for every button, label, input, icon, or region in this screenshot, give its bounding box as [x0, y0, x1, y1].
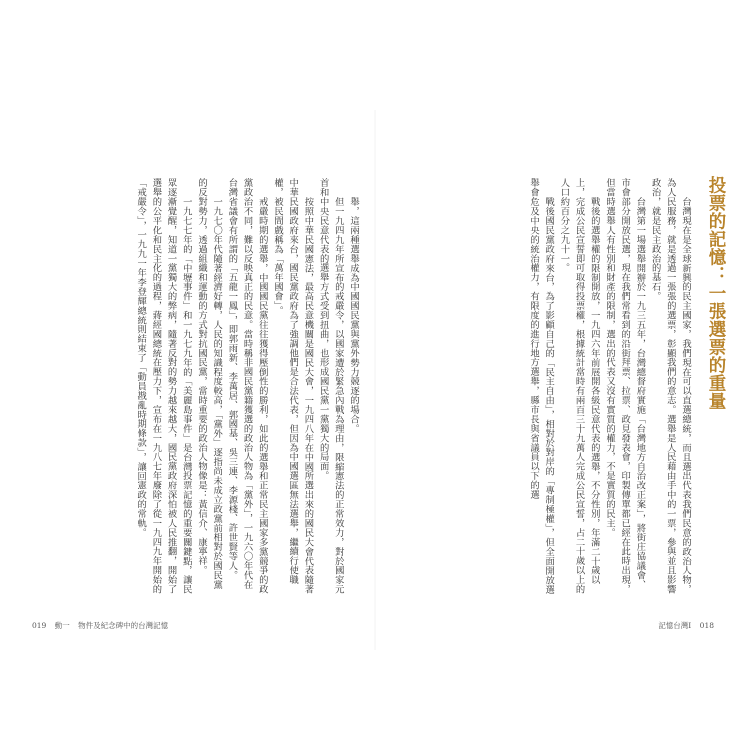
body-paragraph: 一九七〇年代隨著經濟好轉，人民的知識程度較高，「黨外」逐指尚未成立政黨前相對於國民黨的反對勢力，透過組織和運動的方式對抗國民黨，當時重要的政治人物像是：黃信介、康寧祥。 [195, 178, 223, 589]
right-page-number: 018 [699, 621, 714, 630]
body-paragraph: 舉，這兩種選舉成為中國國民黨與黨外勢力競逐的場合。 [348, 196, 359, 433]
right-running-head: 記憶台灣Ⅰ [658, 621, 692, 630]
body-paragraph: 戰後的選舉權的限制開放，一九四六年前展開各級民意代表的選舉，不分性別，年滿二十歲以上，完成公民宣誓即可取得投票權，根據統計當時有兩百三十九萬人完成公民宣誓，占二十歲以上的人口約百分之九十一。 [558, 178, 600, 594]
right-page-footer [658, 620, 720, 631]
left-page [15, 178, 365, 598]
body-paragraph: 台灣現在是全球新興的民主國家，我們現在可以直選總統，而且選出代表我們民意的政治人物，為人民服務，就是透過一張張的選票，彰顯我們的意志。選舉是人民藉由手中的一票，參與並且影響政治，就是民主政治的基石。 [649, 178, 691, 594]
body-paragraph: 台灣第一場選舉開辦於一九三五年，台灣總督府實施「台灣地方自治改正案」，將街庄協議會、市會部分開放民選，現在我們常看到的沿街拜票、拉票、政見發表會，印製傳單都已經在此時出現，但當時選舉人有性別和財產的限制，選出的代表又沒有實質的權力，不是實質的民主。 [603, 178, 646, 594]
page-gutter [374, 110, 376, 650]
left-running-head: 物件及紀念碑中的台灣記憶 [78, 621, 169, 630]
left-page-footer [32, 620, 174, 631]
body-paragraph: 戒嚴時期的選舉，中國國民黨往往獲得壓倒性的勝利，如此的選舉和正常民主國家多黨競爭的政黨政治不同，難以反映真正的民意。當時稱非國民黨籍獲選的政治人物為「黨外」，一九六〇年代在台灣省議會有所謂的「五龍一鳳」，即郭雨新、李萬居、郭國基、吳三連、李源棧、許世賢等人。 [226, 178, 268, 594]
body-paragraph: 但一九四九年所宣布的戒嚴令，以國家遭於緊急內戰為理由，限縮憲法的正常效力，對於國家元首和中央民意代表的選舉方式受到扭曲，也形成國民黨一黨獨大的局面。 [317, 178, 344, 594]
chapter-title: 投票的記憶：一張選票的重量 [706, 176, 726, 410]
right-page [385, 178, 735, 598]
right-page-body [403, 178, 693, 598]
body-paragraph: 戰後國民黨政府來台，為了影顧自己的「民主自由」，相對於對岸的「專制極權」，但全面開放選舉會危及中央的統治權力，有限度的進行地方選舉，縣市長與省議員以下的選 [527, 178, 555, 594]
body-paragraph: 按照中華民國憲法，最高民意機關是國民大會，一九四八年在中國所選出來的國民大會代表隨著中華民國政府來台，國民黨政府為了強調他們是合法代表，但因為中國選區無法選舉，繼續行使職權，被民間戲稱為「萬年國會」。 [271, 178, 314, 594]
left-page-number: 019 [32, 621, 47, 630]
body-paragraph: 一九七七年的「中壢事件」和一九七九年的「美麗島事件」是台灣投票記憶的重要關鍵點，讓民眾逐漸覺醒，知道一黨獨大的弊病，隨著反對的勢力越來越大，國民黨政府深怕被人民推翻，開始了選舉的公平化和民主化的過程，蔣經國總統在壓力下，宣布在一九八七年廢除了從一九四九年開始的「戒嚴令」，一九九一年李登輝總統則結束了「動員戡亂時期條款」，讓回憲政的常軌。 [135, 178, 192, 594]
left-section-label: 動一 [54, 621, 70, 630]
left-page-body [21, 178, 361, 598]
